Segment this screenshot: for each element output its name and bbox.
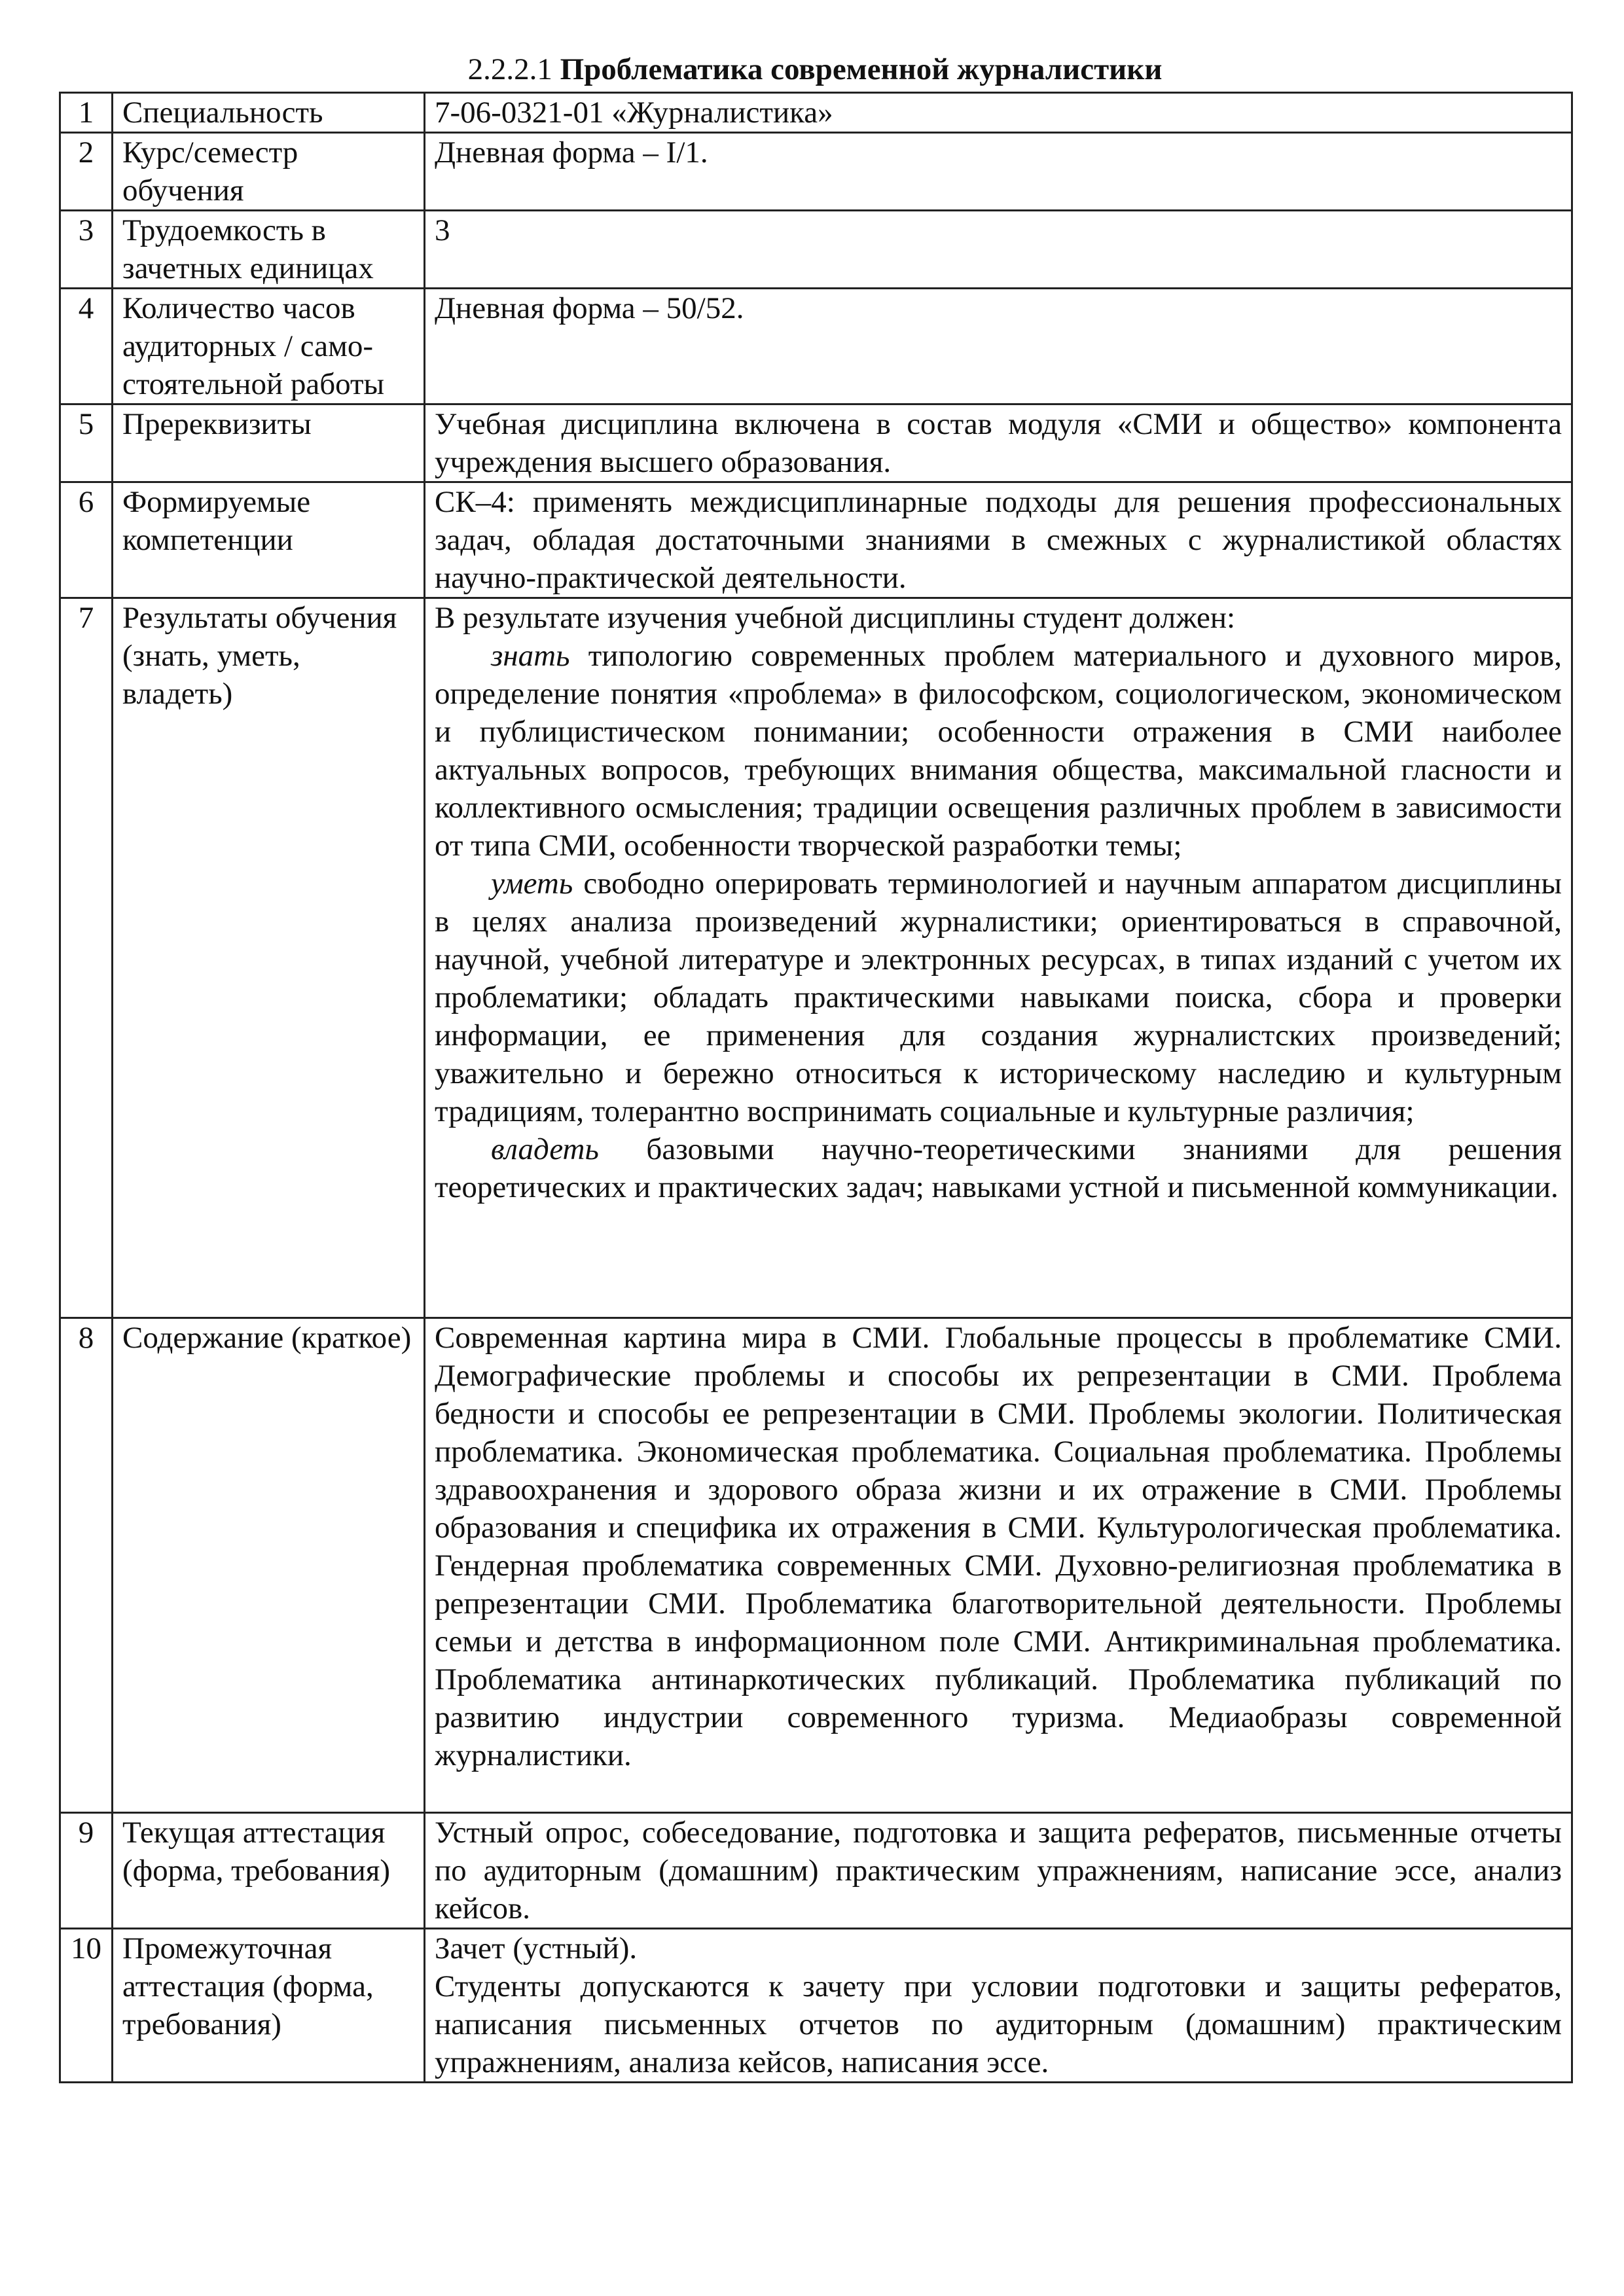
row-number: 6 bbox=[60, 482, 113, 598]
row-value bbox=[425, 289, 1572, 404]
outcome-keyword: владеть bbox=[491, 1132, 599, 1166]
section-title bbox=[59, 50, 1571, 89]
row-value bbox=[425, 1813, 1572, 1929]
row-value bbox=[425, 93, 1572, 133]
outcomes-intro: В результате изучения учебной дисциплины студент должен: bbox=[435, 601, 1236, 635]
row-value-text: 7-06-0321-01 «Журналистика» bbox=[435, 96, 833, 130]
outcome-master bbox=[435, 1130, 1562, 1206]
row-value bbox=[425, 482, 1572, 598]
row-value bbox=[425, 1318, 1572, 1813]
row-value-text: СК–4: применять междисциплинарные подходы для решения профессиональных задач, обладая достаточными знаниями в смежных с журналистикой областях научно-практической деятельности. bbox=[435, 485, 1562, 595]
row-number: 2 bbox=[60, 133, 113, 211]
row-value bbox=[425, 1929, 1572, 2083]
row-value-text-2: Студенты допускаются к зачету при условии подготовки и защиты рефератов, написания письменных отчетов по аудиторным (домашним) практическим упражнениям, анализа кейсов, написания эссе. bbox=[435, 1969, 1562, 2079]
table-row-course-semester bbox=[60, 133, 1572, 211]
row-value-text: Дневная форма – 50/52. bbox=[435, 291, 744, 325]
section-heading: Проблематика современной журналистики bbox=[560, 52, 1163, 86]
outcome-text: базовыми научно-теоретическими знаниями для решения теоретических и практических задач; навыками устной и письменной коммуникации. bbox=[435, 1132, 1562, 1204]
row-value-text: Устный опрос, собеседование, подготовка и защита рефератов, письменные отчеты по аудиторным (домашним) практическим упражнениям, написание эссе, анализ кейсов. bbox=[435, 1816, 1562, 1926]
table-row-intermediate-assessment bbox=[60, 1929, 1572, 2083]
outcome-text: свободно оперировать терминологией и научным аппаратом дисциплины в целях анализа произведений журналистики; ориентироваться в справочной, научной, учебной литературе и электронных ресурсах, в типах изданий с учетом их проблематики; обладать практическими навыками поиска, сбора и проверки информации, ее применения для создания журналистских произведений; уважительно и бережно относиться к историческому наследию и культурным традициям, толерантно воспринимать социальные и культурные различия; bbox=[435, 867, 1562, 1128]
row-value-text: 3 bbox=[435, 213, 450, 247]
table-row-specialty bbox=[60, 93, 1572, 133]
table-row-prerequisites bbox=[60, 404, 1572, 482]
row-value-text: Зачет (устный). bbox=[435, 1931, 638, 1965]
outcome-can bbox=[435, 865, 1562, 1130]
row-label: Содержание (краткое) bbox=[113, 1318, 425, 1813]
row-value bbox=[425, 404, 1572, 482]
row-number: 4 bbox=[60, 289, 113, 404]
row-number: 9 bbox=[60, 1813, 113, 1929]
table-row-content bbox=[60, 1318, 1572, 1813]
row-number: 10 bbox=[60, 1929, 113, 2083]
row-value bbox=[425, 598, 1572, 1318]
row-label: Количество часов аудиторных / само-стоятельной работы bbox=[113, 289, 425, 404]
row-value bbox=[425, 133, 1572, 211]
row-label: Формируемые компетенции bbox=[113, 482, 425, 598]
row-number: 8 bbox=[60, 1318, 113, 1813]
outcome-keyword: уметь bbox=[491, 867, 573, 901]
outcome-know bbox=[435, 637, 1562, 865]
table-row-current-assessment bbox=[60, 1813, 1572, 1929]
outcome-keyword: знать bbox=[491, 639, 570, 673]
table-row-competences bbox=[60, 482, 1572, 598]
row-label: Результаты обучения (знать, уметь, владеть) bbox=[113, 598, 425, 1318]
row-value bbox=[425, 211, 1572, 289]
table-row-learning-outcomes bbox=[60, 598, 1572, 1318]
row-number: 1 bbox=[60, 93, 113, 133]
row-value-text: Современная картина мира в СМИ. Глобальные процессы в проблематике СМИ. Демографические проблемы и способы их репрезентации в СМИ. Проблема бедности и способы ее репрезентации в СМИ. Проблемы экологии. Политическая проблематика. Экономическая проблематика. Социальная проблематика. Проблемы здравоохранения и здорового образа жизни и их отражение в СМИ. Проблемы образования и специфика их отражения в СМИ. Культурологическая проблематика. Гендерная проблематика современных СМИ. Духовно-религиозная проблематика в репрезентации СМИ. Проблематика благотворительной деятельности. Проблемы семьи и детства в информационном поле СМИ. Антикриминальная проблематика. Проблематика антинаркотических публикаций. Проблематика публикаций по развитию индустрии современного туризма. Медиаобразы современной журналистики. bbox=[435, 1321, 1562, 1772]
row-value-text: Дневная форма – I/1. bbox=[435, 135, 708, 170]
row-label: Текущая аттестация (форма, требования) bbox=[113, 1813, 425, 1929]
row-number: 5 bbox=[60, 404, 113, 482]
row-label: Курс/семестр обучения bbox=[113, 133, 425, 211]
row-value-text: Учебная дисциплина включена в состав модуля «СМИ и общество» компонента учреждения высшего образования. bbox=[435, 407, 1562, 479]
section-number: 2.2.2.1 bbox=[467, 52, 552, 86]
row-label: Специальность bbox=[113, 93, 425, 133]
row-label: Пререквизиты bbox=[113, 404, 425, 482]
row-label: Трудоемкость в зачетных единицах bbox=[113, 211, 425, 289]
row-label: Промежуточная аттестация (форма, требования) bbox=[113, 1929, 425, 2083]
table-row-credits bbox=[60, 211, 1572, 289]
row-number: 3 bbox=[60, 211, 113, 289]
table-row-hours bbox=[60, 289, 1572, 404]
course-info-table bbox=[59, 92, 1573, 2083]
row-number: 7 bbox=[60, 598, 113, 1318]
outcome-text: типологию современных проблем материального и духовного миров, определение понятия «проблема» в философском, социологическом, экономическом и публицистическом понимании; особенности отражения в СМИ наиболее актуальных вопросов, требующих внимания общества, максимальной гласности и коллективного осмысления; традиции освещения различных проблем в зависимости от типа СМИ, особенности творческой разработки темы; bbox=[435, 639, 1562, 863]
